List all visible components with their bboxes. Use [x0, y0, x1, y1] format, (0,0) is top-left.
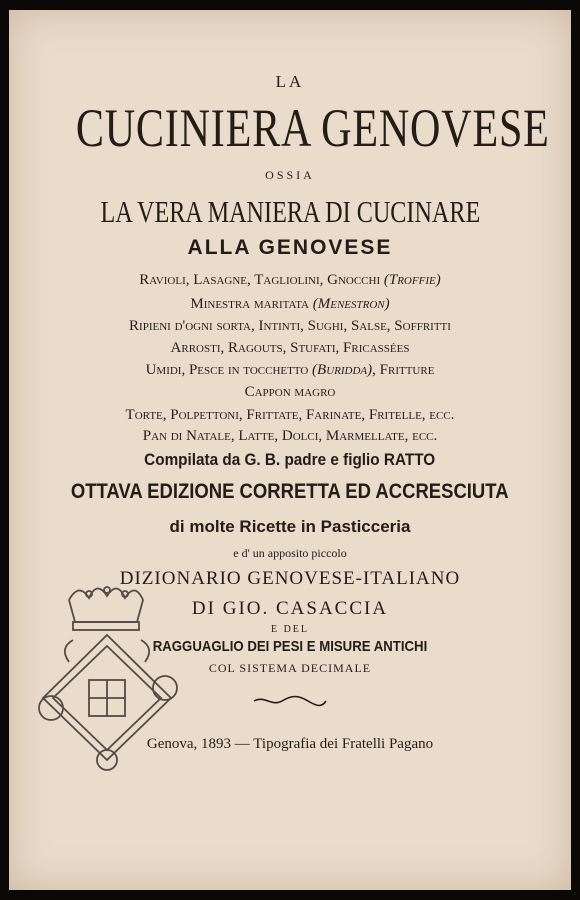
contents-line: Pan di Natale, Latte, Dolci, Marmellate, ecc.: [142, 428, 438, 444]
pastry-line: di molte Ricette in Pasticceria: [169, 517, 411, 536]
compilers-line: [9, 450, 571, 470]
library-stamp: [29, 570, 189, 785]
flourish-ornament: [250, 694, 330, 708]
imprint: Genova, 1893 — Tipografia dei Fratelli Pagano: [146, 736, 434, 752]
book-title-text: CUCINIERA GENOVESE: [75, 98, 550, 158]
book-title: [9, 98, 571, 158]
measures-text: RAGGUAGLIO DEI PESI E MISURE ANTICHI: [152, 638, 428, 655]
compilers-text: Compilata da G. B. padre e figlio RATTO: [144, 450, 436, 469]
subtitle: [9, 192, 571, 232]
title-page: [9, 10, 571, 890]
contents-line: Ravioli, Lasagne, Tagliolini, Gnocchi (Troffie): [139, 272, 441, 288]
ossia-label: OSSIA: [265, 168, 315, 182]
title-article: LA: [275, 72, 305, 91]
contents-line: Ripieni d'ogni sorta, Intinti, Sughi, Salse, Soffritti: [129, 318, 451, 334]
apposito-line: e d' un apposito piccolo: [233, 546, 347, 560]
e-del-line: E DEL: [270, 624, 310, 635]
dictionary-author: DI GIO. CASACCIA: [191, 598, 389, 619]
edition-text: OTTAVA EDIZIONE CORRETTA ED ACCRESCIUTA: [71, 480, 509, 503]
decimal-system-line: COL SISTEMA DECIMALE: [208, 661, 372, 675]
contents-line: Umidi, Pesce in tocchetto (Buridda), Fritture: [145, 362, 435, 378]
contents-line: Cappon magro: [244, 384, 336, 400]
dictionary-title: DIZIONARIO GENOVESE-ITALIANO: [119, 568, 461, 589]
subtitle-text: LA VERA MANIERA DI CUCINARE: [100, 194, 480, 229]
contents-line: Torte, Polpettoni, Frittate, Farinate, Fritelle, ecc.: [125, 407, 455, 423]
contents-line: Arrosti, Ragouts, Stufati, Fricassées: [170, 340, 410, 356]
contents-line: Minestra maritata (Menestron): [190, 296, 390, 312]
subtitle-alla-genovese: ALLA GENOVESE: [187, 236, 393, 259]
edition-line: [9, 480, 571, 504]
